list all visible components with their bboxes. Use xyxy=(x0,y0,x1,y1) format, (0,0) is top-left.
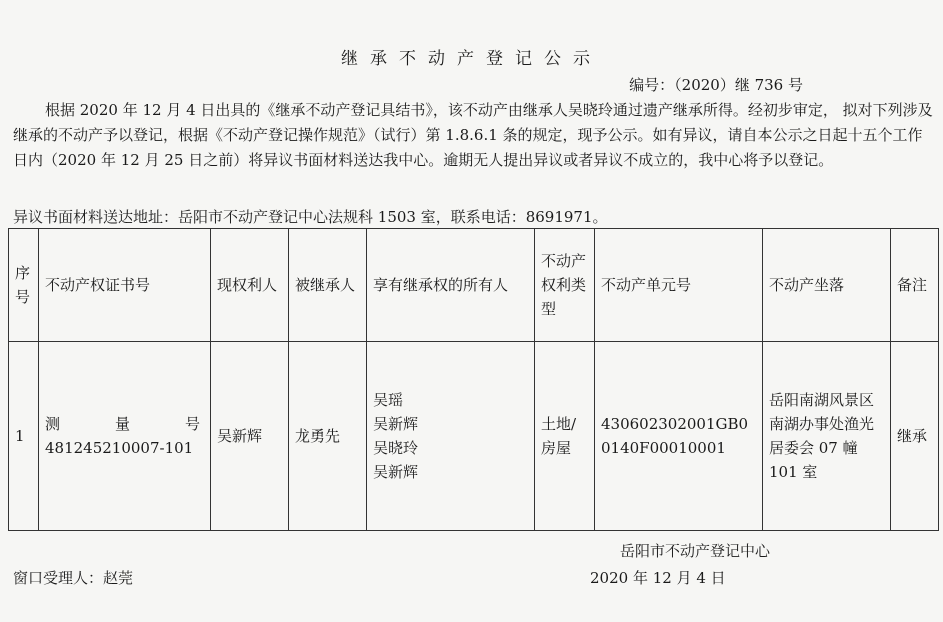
cert-number: 481245210007-101 xyxy=(45,439,194,457)
cert-prefix: 测 量 号 xyxy=(45,415,200,433)
objection-address: 异议书面材料送达地址：岳阳市不动产登记中心法规科 1503 室，联系电话：8691971。 xyxy=(13,208,608,226)
registration-table xyxy=(8,228,939,531)
header-remark: 备注 xyxy=(891,229,939,342)
page-title: 继承不动产登记公示 xyxy=(341,49,602,69)
cell-unit-no: 430602302001GB00140F00010001 xyxy=(595,342,763,531)
heir-3: 吴晓玲 xyxy=(373,439,419,457)
header-unit-no: 不动产单元号 xyxy=(595,229,763,342)
cell-holder: 吴新辉 xyxy=(211,342,289,531)
document-number: 编号：（2020）继 736 号 xyxy=(629,76,803,94)
heir-2: 吴新辉 xyxy=(373,415,419,433)
header-decedent: 被继承人 xyxy=(289,229,367,342)
cell-location: 岳阳南湖风景区南湖办事处渔光居委会 07 幢 101 室 xyxy=(763,342,891,531)
body-text: 根据 2020 年 12 月 4 日出具的《继承不动产登记具结书》，该不动产由继承人吴晓玲通过遗产继承所得。经初步审定， 拟对下列涉及继承的不动产予以登记，根据《不动产登记操作规范》（试行）第 1.8.6.1 条的规定，现予公示。如有异议，请自本公示之日起十五个工作日内（2020 年 12 月 25 日之前）将异议书面材料送达我中心。逾期无人提出异议或者异议不成立的，我中心将予以登记。 xyxy=(13,101,933,169)
body-paragraph xyxy=(13,98,933,173)
heir-4: 吴新辉 xyxy=(373,463,419,481)
header-right-type: 不动产权利类型 xyxy=(535,229,595,342)
table-row xyxy=(9,342,939,531)
table-header-row xyxy=(9,229,939,342)
heir-1: 吴瑶 xyxy=(373,391,404,409)
reception-person: 窗口受理人：赵莞 xyxy=(13,569,134,587)
cell-cert xyxy=(39,342,211,531)
cell-remark: 继承 xyxy=(891,342,939,531)
cell-right-type: 土地/房屋 xyxy=(535,342,595,531)
cell-decedent: 龙勇先 xyxy=(289,342,367,531)
cell-heirs xyxy=(367,342,535,531)
issue-date: 2020 年 12 月 4 日 xyxy=(590,569,726,587)
header-cert: 不动产权证书号 xyxy=(39,229,211,342)
header-no: 序号 xyxy=(9,229,39,342)
issuer: 岳阳市不动产登记中心 xyxy=(620,542,771,560)
header-location: 不动产坐落 xyxy=(763,229,891,342)
cell-no: 1 xyxy=(9,342,39,531)
header-heirs: 享有继承权的所有人 xyxy=(367,229,535,342)
header-holder: 现权利人 xyxy=(211,229,289,342)
